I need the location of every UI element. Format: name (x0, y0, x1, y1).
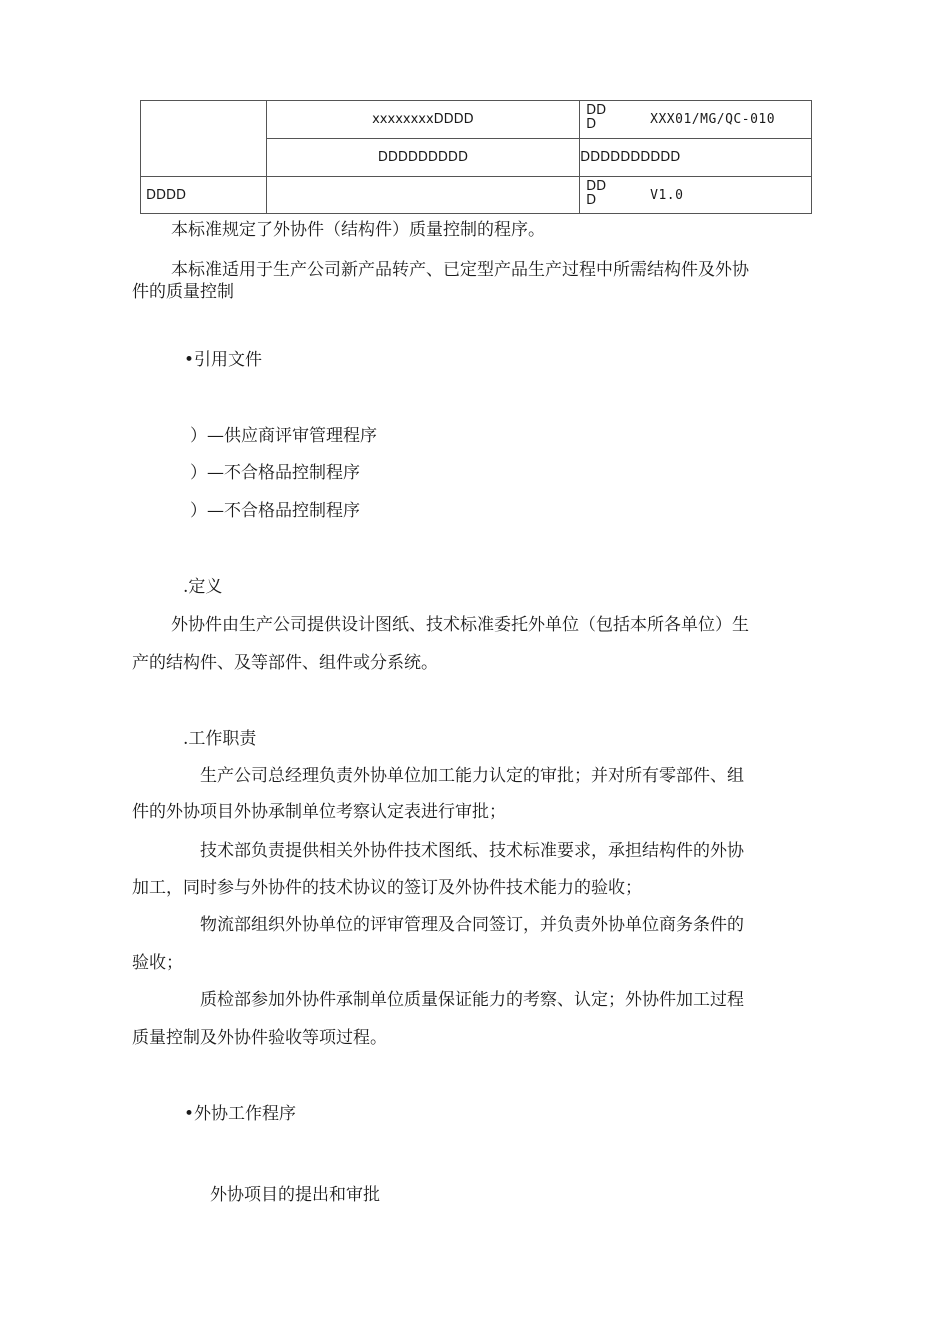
duty-4-line-1: 质检部参加外协件承制单位质量保证能力的考察、认定；外协件加工过程 (200, 990, 744, 1010)
definition-text-line-1: 外协件由生产公司提供设计图纸、技术标准委托外单位（包括本所各单位）生 (171, 615, 749, 635)
duty-4-line-2: 质量控制及外协件验收等项过程。 (132, 1028, 387, 1048)
duty-3-line-1: 物流部组织外协单位的评审管理及合同签订，并负责外协单位商务条件的 (200, 915, 744, 935)
doc-number-value: XXX01/MG/QC-010 (650, 112, 776, 127)
duty-3-line-2: 验收； (132, 953, 183, 973)
document-header-table (140, 100, 812, 214)
duties-heading: .工作职责 (183, 729, 257, 749)
header-row3-middle (266, 177, 579, 214)
procedure-heading: •外协工作程序 (184, 1104, 297, 1124)
header-doc-number-cell (580, 101, 812, 139)
duty-2-line-2: 加工，同时参与外协件的技术协议的签订及外协件技术能力的验收； (132, 878, 642, 898)
reference-item-1: ）—供应商评审管理程序 (190, 426, 377, 446)
references-heading: •引用文件 (184, 350, 263, 370)
duty-1-line-2: 件的外协项目外协承制单位考察认定表进行审批； (132, 802, 506, 822)
duty-2-line-1: 技术部负责提供相关外协件技术图纸、技术标准要求，承担结构件的外协 (200, 841, 744, 861)
version-value: V1.0 (650, 188, 684, 203)
header-title-code: xxxxxxxxDDDD (266, 101, 579, 139)
duty-1-line-1: 生产公司总经理负责外协单位加工能力认定的审批；并对所有零部件、组 (200, 766, 744, 786)
scope-text-line-1: 本标准适用于生产公司新产品转产、已定型产品生产过程中所需结构件及外协 (171, 260, 749, 280)
header-row2-middle: DDDDDDDDD (266, 139, 579, 177)
procedure-subheading: 外协项目的提出和审批 (210, 1185, 380, 1205)
header-row2-right: DDDDDDDDDD (580, 139, 812, 177)
purpose-text: 本标准规定了外协件（结构件）质量控制的程序。 (171, 220, 545, 240)
reference-item-2: ）—不合格品控制程序 (190, 463, 360, 483)
scope-text-line-2: 件的质量控制 (132, 282, 234, 302)
reference-item-3: ）—不合格品控制程序 (190, 501, 360, 521)
doc-number-label: DDD (586, 103, 607, 132)
version-label: DDD (586, 179, 607, 208)
definition-heading: .定义 (183, 577, 223, 597)
header-logo-cell (141, 101, 267, 177)
definition-text-line-2: 产的结构件、及等部件、组件或分系统。 (132, 653, 438, 673)
header-row3-left: DDDD (141, 177, 267, 214)
header-version-cell (580, 177, 812, 214)
